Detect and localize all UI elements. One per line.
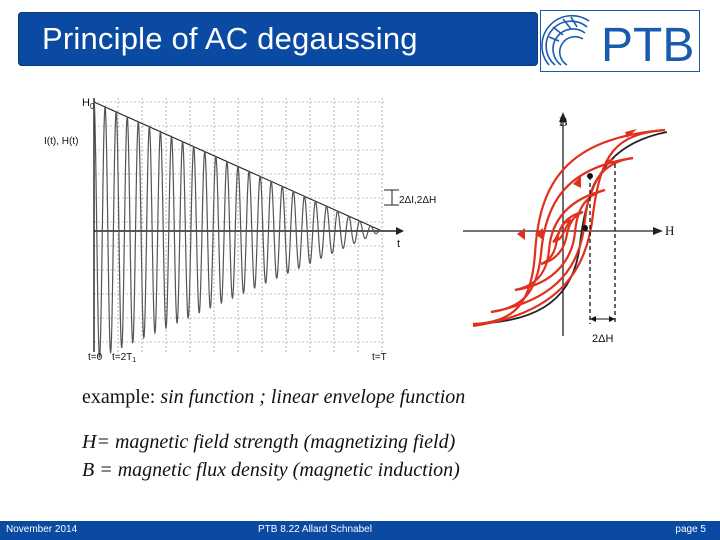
t2-subscript: 1 bbox=[132, 357, 137, 364]
t2-label: t=2T bbox=[112, 352, 133, 363]
ptb-logo bbox=[540, 10, 700, 72]
hysteresis-loops bbox=[473, 130, 665, 326]
svg-text:t=2T1 bbox=[112, 352, 136, 364]
caption-example-functions: sin function ; linear envelope function bbox=[160, 386, 466, 408]
footer-author: PTB 8.22 Allard Schnabel bbox=[258, 524, 372, 535]
footer-page: page 5 bbox=[675, 524, 706, 535]
b-axis-label: B bbox=[559, 114, 568, 129]
ptb-logo-text: PTB bbox=[601, 19, 695, 72]
h-axis-arrow bbox=[653, 227, 663, 235]
title-bar bbox=[18, 12, 538, 66]
h0-label: H bbox=[82, 97, 90, 109]
slide-title: Principle of AC degaussing bbox=[42, 21, 418, 56]
caption-example bbox=[82, 386, 465, 409]
ptb-logo-graphic bbox=[541, 11, 699, 71]
caption-b-definition: B = magnetic flux density (magnetic induction) bbox=[82, 459, 460, 481]
h0-subscript: 0 bbox=[89, 102, 95, 111]
caption-example-prefix: example: bbox=[82, 386, 161, 408]
t0-label: t=0 bbox=[88, 352, 103, 363]
virgin-curve bbox=[473, 132, 667, 324]
caption-h-definition: H= magnetic field strength (magnetizing field) bbox=[82, 431, 456, 453]
width-label: 2ΔH bbox=[592, 333, 614, 345]
degaussing-current-graph bbox=[44, 92, 454, 370]
hysteresis-graph bbox=[455, 104, 690, 349]
amplitude-label: 2ΔI,2ΔH bbox=[399, 195, 437, 206]
y-axis-label: I(t), H(t) bbox=[44, 136, 79, 147]
tT-label: t=T bbox=[372, 352, 387, 363]
footer-bar bbox=[0, 521, 720, 540]
coercivity-point bbox=[582, 225, 588, 231]
h-axis-label: H bbox=[665, 223, 675, 238]
footer-date: November 2014 bbox=[6, 524, 78, 535]
svg-text:H0 bbox=[82, 97, 95, 111]
time-axis-arrow bbox=[396, 227, 404, 235]
x-axis-label: t bbox=[397, 238, 401, 250]
